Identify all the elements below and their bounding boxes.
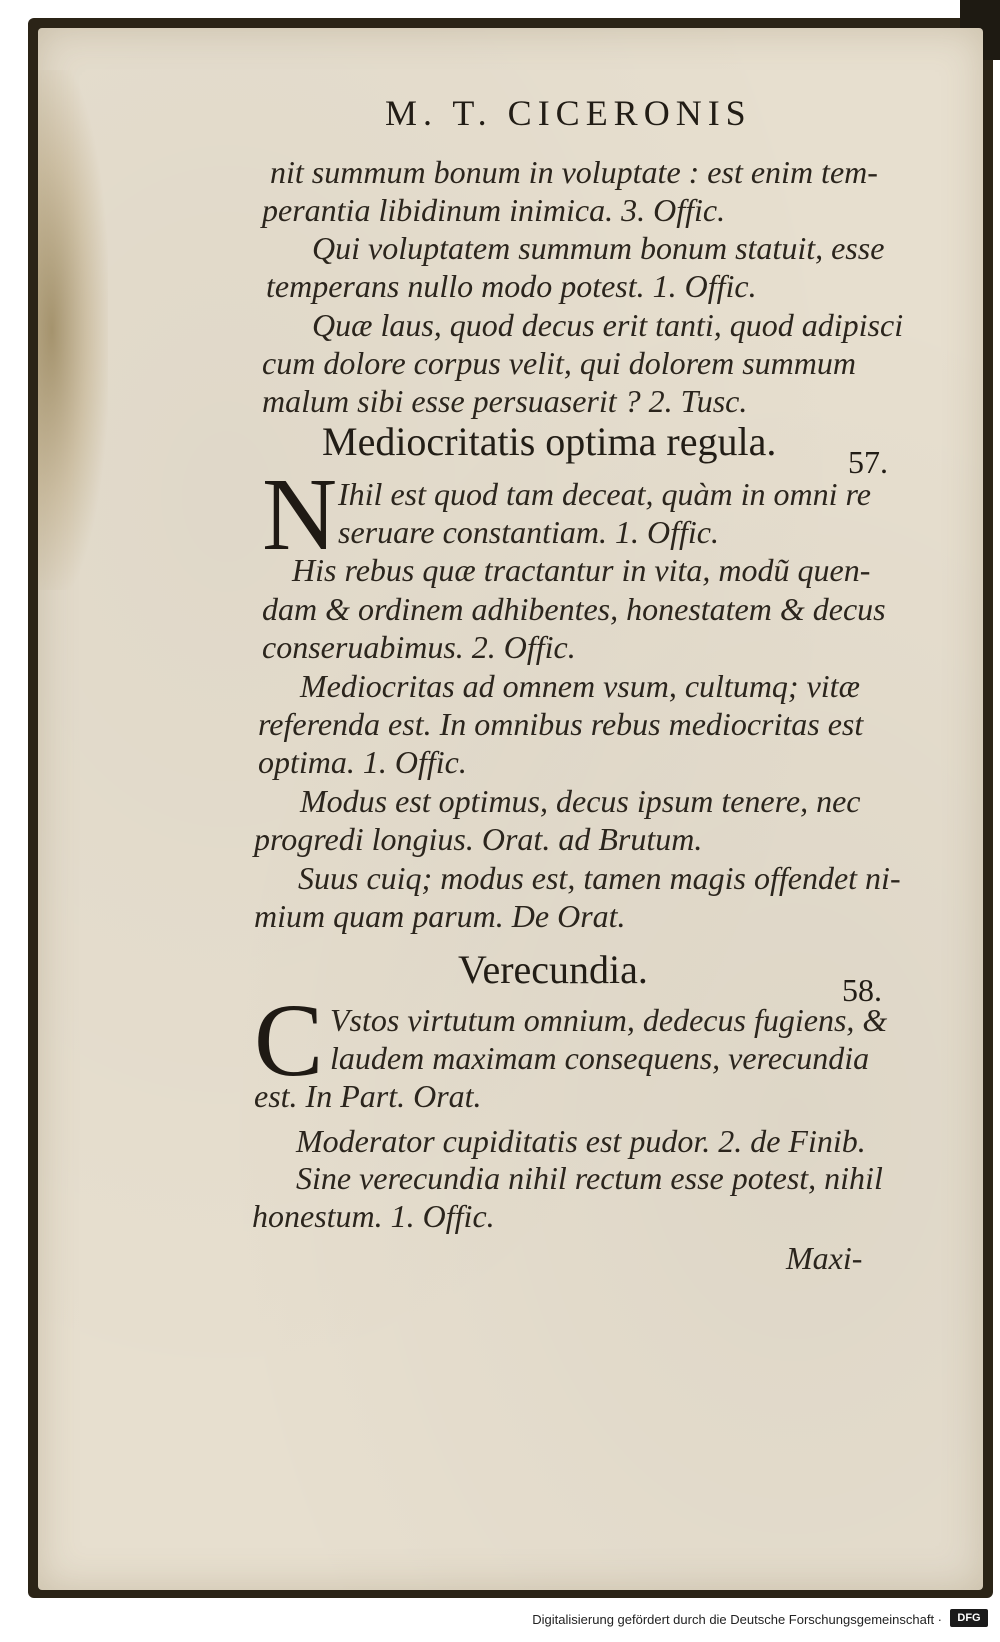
section-number: 57. bbox=[848, 444, 888, 480]
section-heading: Verecundia. bbox=[458, 947, 648, 992]
text-line: Sine verecundia nihil rectum esse potest, nihil bbox=[296, 1160, 883, 1196]
text-line: temperans nullo modo potest. 1. Offic. bbox=[266, 268, 757, 304]
text-line: Vstos virtutum omnium, dedecus fugiens, & bbox=[330, 1002, 888, 1038]
text-line: cum dolore corpus velit, qui dolorem summum bbox=[262, 345, 856, 381]
text-line: dam & ordinem adhibentes, honestatem & decus bbox=[262, 591, 886, 627]
text-line: Suus cuiq; modus est, tamen magis offendet ni- bbox=[298, 860, 901, 896]
text-line: Qui voluptatem summum bonum statuit, esse bbox=[312, 230, 885, 266]
text-line: His rebus quæ tractantur in vita, modũ quen- bbox=[292, 552, 871, 588]
text-line: perantia libidinum inimica. 3. Offic. bbox=[262, 192, 726, 228]
drop-capital: N bbox=[262, 457, 338, 572]
running-head: M. T. CICERONIS bbox=[385, 93, 752, 133]
text-line: progredi longius. Orat. ad Brutum. bbox=[254, 821, 703, 857]
section-heading: Mediocritatis optima regula. bbox=[322, 419, 777, 464]
text-line: Mediocritas ad omnem vsum, cultumq; vitæ bbox=[300, 668, 860, 704]
text-line: malum sibi esse persuaserit ? 2. Tusc. bbox=[262, 383, 748, 419]
text-line: honestum. 1. Offic. bbox=[252, 1198, 495, 1234]
text-line: Ihil est quod tam deceat, quàm in omni re bbox=[338, 476, 871, 512]
text-line: laudem maximam consequens, verecundia bbox=[330, 1040, 870, 1076]
dfg-logo: DFG bbox=[950, 1609, 988, 1627]
drop-capital: C bbox=[254, 983, 324, 1098]
section-number: 58. bbox=[842, 972, 882, 1008]
text-line: Quæ laus, quod decus erit tanti, quod adipisci bbox=[312, 307, 904, 343]
text-line: nit summum bonum in voluptate : est enim tem- bbox=[270, 154, 878, 190]
text-line: Moderator cupiditatis est pudor. 2. de Finib. bbox=[296, 1123, 866, 1159]
text-line: conseruabimus. 2. Offic. bbox=[262, 629, 576, 665]
catchword: Maxi- bbox=[786, 1240, 863, 1276]
page-stain bbox=[38, 70, 108, 590]
text-line: est. In Part. Orat. bbox=[254, 1078, 482, 1114]
text-line: optima. 1. Offic. bbox=[258, 744, 467, 780]
text-line: Modus est optimus, decus ipsum tenere, nec bbox=[300, 783, 861, 819]
text-line: referenda est. In omnibus rebus mediocritas est bbox=[258, 706, 864, 742]
text-line: seruare constantiam. 1. Offic. bbox=[338, 514, 719, 550]
footer-credit: Digitalisierung gefördert durch die Deutsche Forschungsgemeinschaft · bbox=[532, 1612, 942, 1627]
text-line: mium quam parum. De Orat. bbox=[254, 898, 626, 934]
